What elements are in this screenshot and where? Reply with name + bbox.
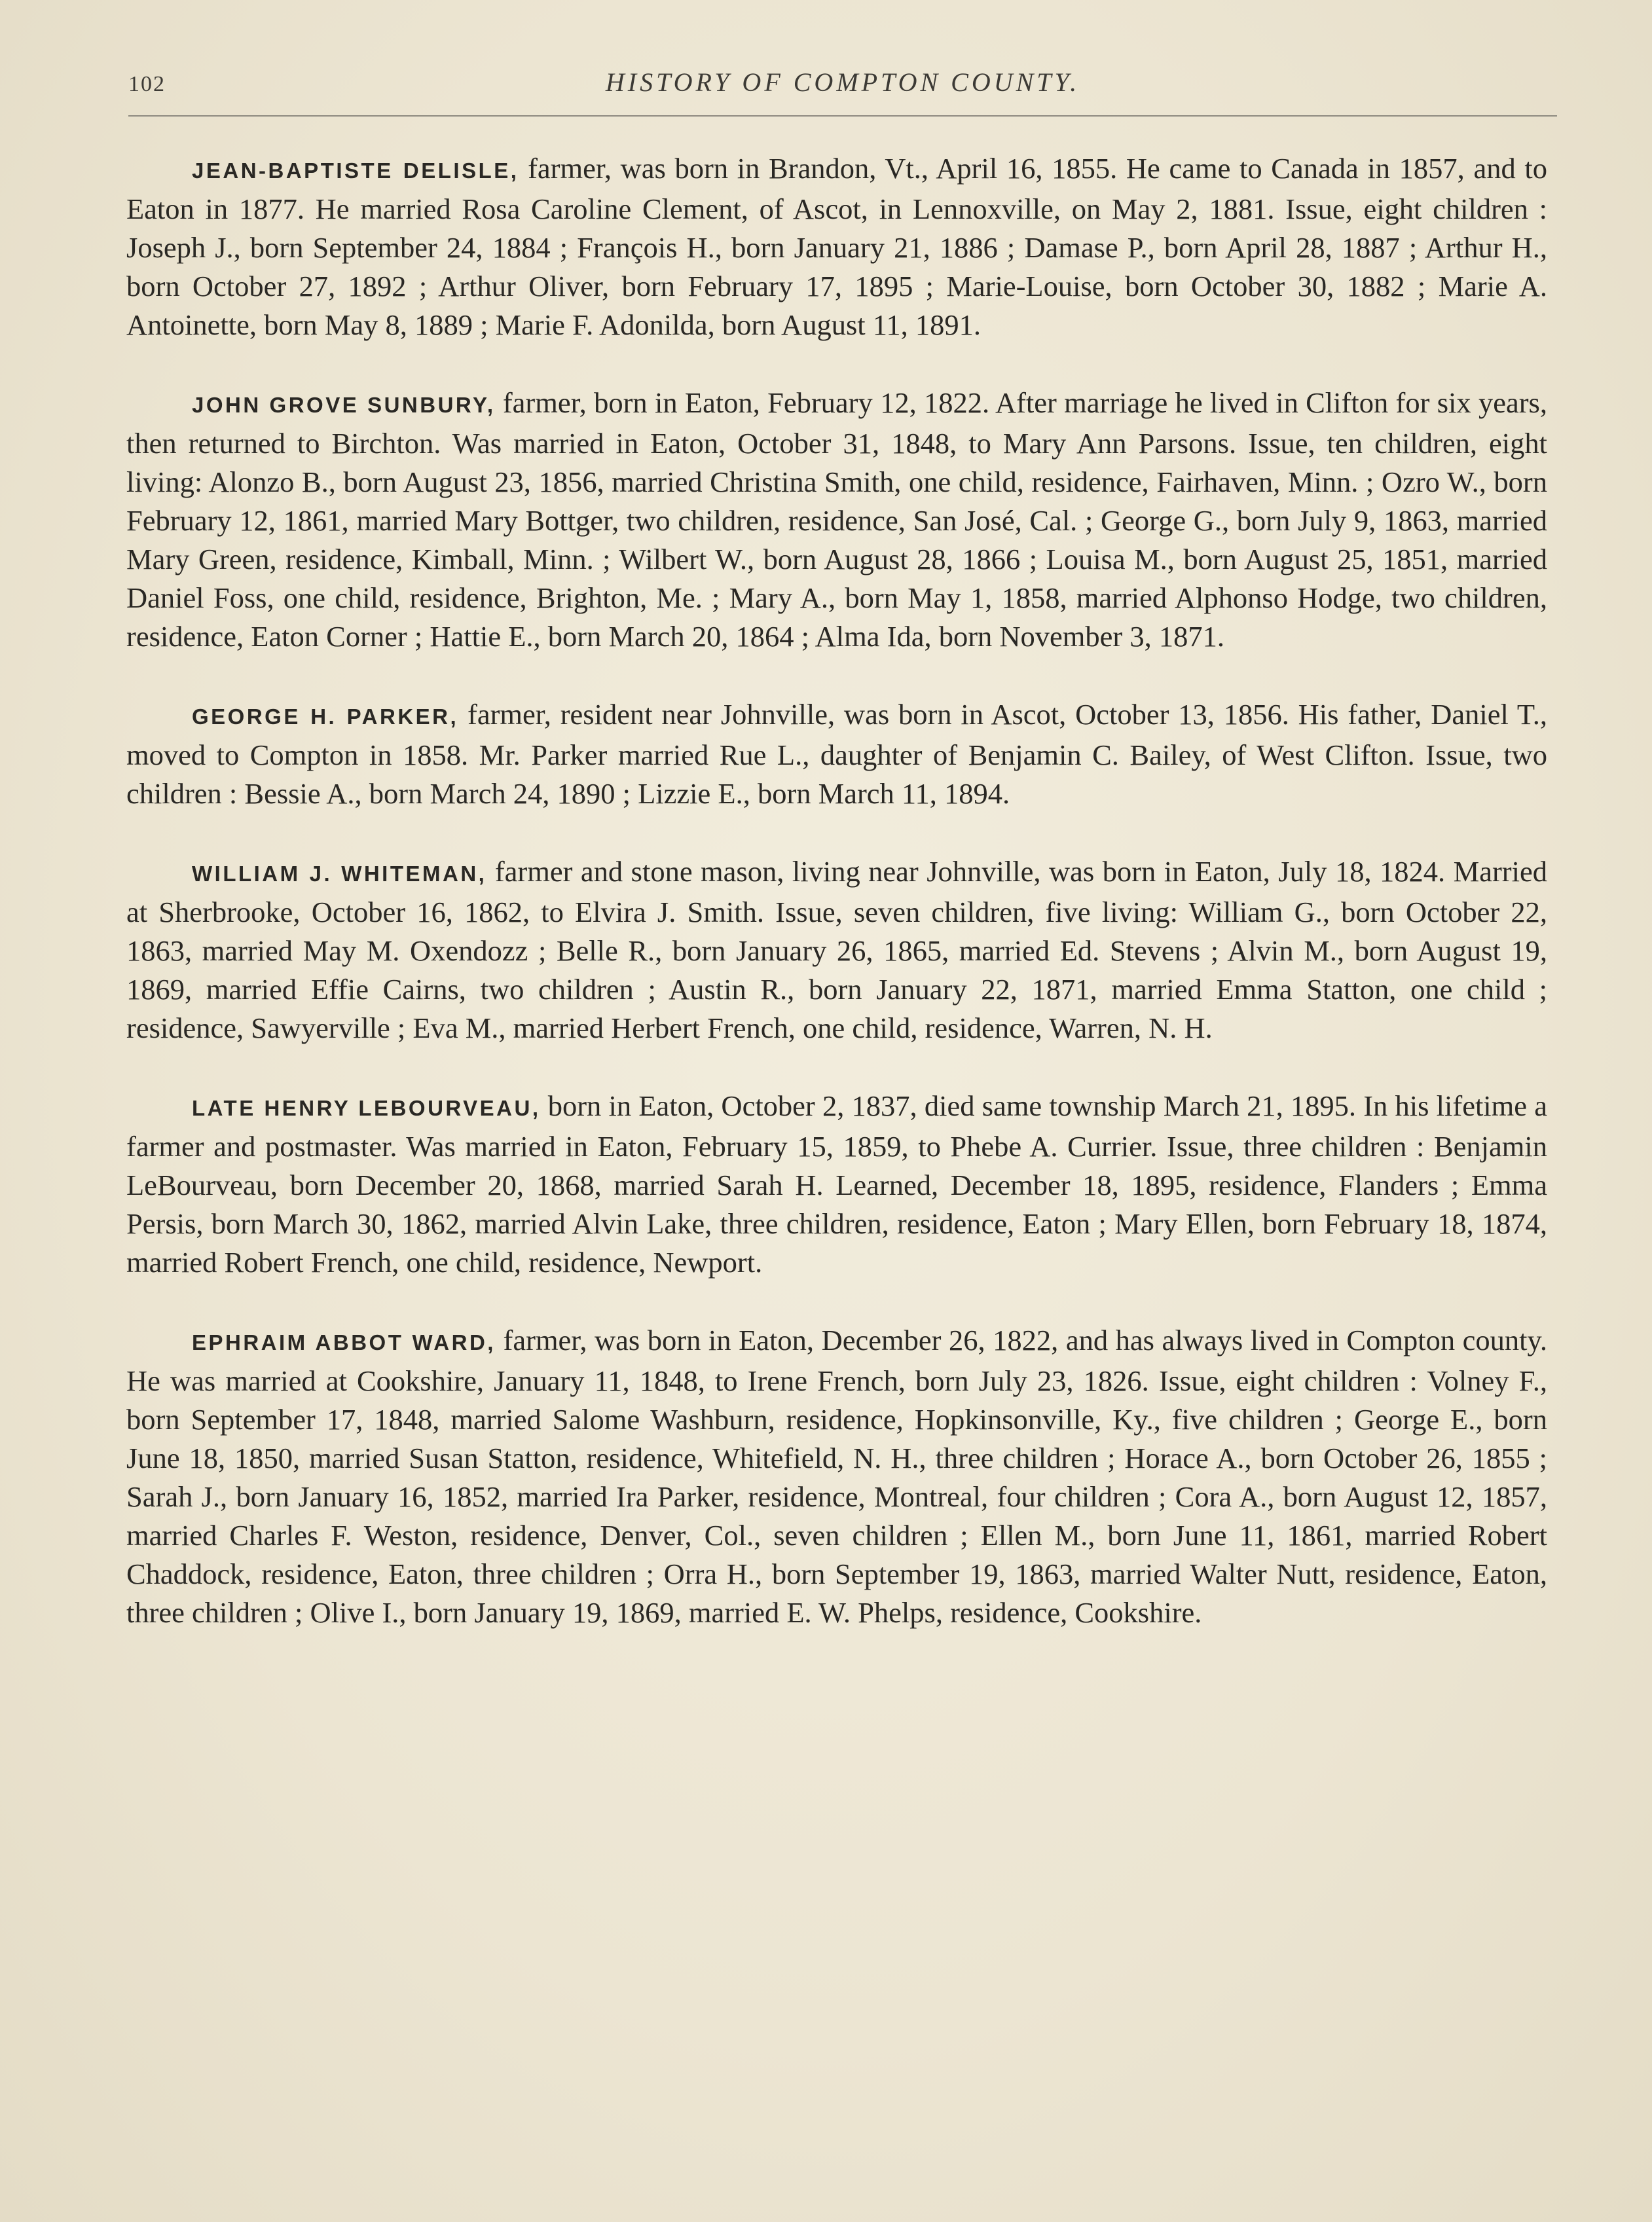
entry-text: farmer and stone mason, living near Johnville, was born in Eaton, July 18, 1824. Married at Sherbrooke, October 16, 1862, to Elvira J. Smith. Issue, seven children, five living: William G., born October 22, 1863, married May M. Oxendozz ; Belle R., born January 26, 1865, married Ed. Stevens ; Alvin M., born August 19, 1869, married Effie Cairns, two children ; Austin R., born January 22, 1871, married Emma Statton, one child ; residence, Sawyerville ; Eva M., married Herbert French, one child, residence, Warren, N. H.: [126, 855, 1547, 1044]
biography-entries: [126, 149, 1547, 1671]
entry-text: farmer, resident near Johnville, was born in Ascot, October 13, 1856. His father, Daniel T., moved to Compton in 1858. Mr. Parker married Rue L., daughter of Benjamin C. Bailey, of West Clifton. Issue, two children : Bessie A., born March 24, 1890 ; Lizzie E., born March 11, 1894.: [126, 698, 1547, 810]
entry-name: WILLIAM J. WHITEMAN,: [192, 862, 487, 886]
entry-text: farmer, was born in Eaton, December 26, 1822, and has always lived in Compton county. He was married at Cookshire, January 11, 1848, to Irene French, born July 23, 1826. Issue, eight children : Volney F., born September 17, 1848, married Salome Washburn, residence, Hopkinsonville, Ky., five children ; George E., born June 18, 1850, married Susan Statton, residence, Whitefield, N. H., three children ; Horace A., born October 26, 1855 ; Sarah J., born January 16, 1852, married Ira Parker, residence, Montreal, four children ; Cora A., born August 12, 1857, married Charles F. Weston, residence, Denver, Col., seven children ; Ellen M., born June 11, 1861, married Robert Chaddock, residence, Eaton, three children ; Orra H., born September 19, 1863, married Walter Nutt, residence, Eaton, three children ; Olive I., born January 19, 1869, married E. W. Phelps, residence, Cookshire.: [126, 1324, 1547, 1629]
running-title: HISTORY OF COMPTON COUNTY.: [605, 67, 1080, 97]
entry-text: born in Eaton, October 2, 1837, died same township March 21, 1895. In his lifetime a farmer and postmaster. Was married in Eaton, February 15, 1859, to Phebe A. Currier. Issue, three children : Benjamin LeBourveau, born December 20, 1868, married Sarah H. Learned, December 18, 1895, residence, Flanders ; Emma Persis, born March 30, 1862, married Alvin Lake, three children, residence, Eaton ; Mary Ellen, born February 18, 1874, married Robert French, one child, residence, Newport.: [126, 1089, 1547, 1279]
entry-name: EPHRAIM ABBOT WARD,: [192, 1330, 496, 1355]
entry-name: LATE HENRY LEBOURVEAU,: [192, 1096, 541, 1120]
entry-whiteman: [126, 852, 1547, 1047]
header-rule: [128, 115, 1557, 117]
entry-ward: [126, 1321, 1547, 1632]
entry-delisle: [126, 149, 1547, 344]
entry-name: JEAN-BAPTISTE DELISLE,: [192, 158, 519, 183]
entry-text: farmer, was born in Brandon, Vt., April 16, 1855. He came to Canada in 1857, and to Eaton in 1877. He married Rosa Caroline Clement, of Ascot, in Lennoxville, on May 2, 1881. Issue, eight children : Joseph J., born September 24, 1884 ; François H., born January 21, 1886 ; Damase P., born April 28, 1887 ; Arthur H., born October 27, 1892 ; Arthur Oliver, born February 17, 1895 ; Marie-Louise, born October 30, 1882 ; Marie A. Antoinette, born May 8, 1889 ; Marie F. Adonilda, born August 11, 1891.: [126, 152, 1547, 341]
entry-name: JOHN GROVE SUNBURY,: [192, 393, 496, 417]
entry-sunbury: [126, 384, 1547, 656]
entry-lebourveau: [126, 1087, 1547, 1282]
entry-text: farmer, born in Eaton, February 12, 1822. After marriage he lived in Clifton for six years, then returned to Birchton. Was married in Eaton, October 31, 1848, to Mary Ann Parsons. Issue, ten children, eight living: Alonzo B., born August 23, 1856, married Christina Smith, one child, residence, Fairhaven, Minn. ; Ozro W., born February 12, 1861, married Mary Bottger, two children, residence, San José, Cal. ; George G., born July 9, 1863, married Mary Green, residence, Kimball, Minn. ; Wilbert W., born August 28, 1866 ; Louisa M., born August 25, 1851, married Daniel Foss, one child, residence, Brighton, Me. ; Mary A., born May 1, 1858, married Alphonso Hodge, two children, residence, Eaton Corner ; Hattie E., born March 20, 1864 ; Alma Ida, born November 3, 1871.: [126, 386, 1547, 653]
page-number: 102: [128, 72, 166, 96]
entry-name: GEORGE H. PARKER,: [192, 704, 459, 729]
entry-parker: [126, 695, 1547, 813]
running-head: [128, 60, 1557, 106]
